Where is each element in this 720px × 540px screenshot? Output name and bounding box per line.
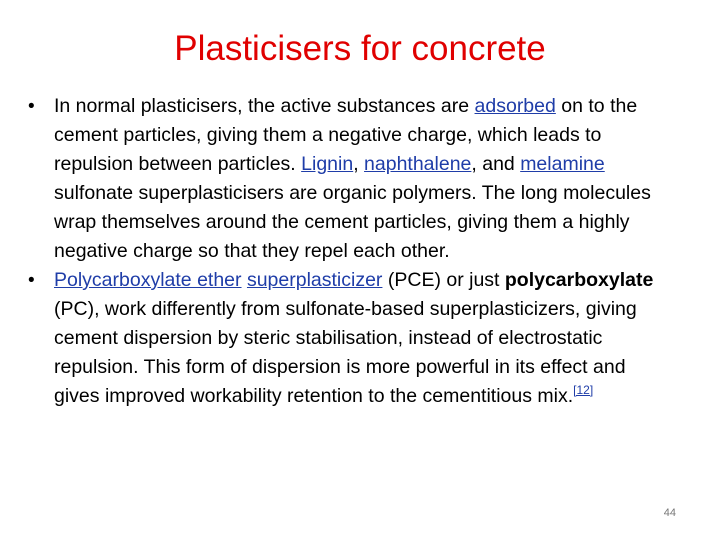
bullet-text: on to the cement particles, giving them a negative charge, which leads to repulsion between particles. <box>54 95 638 175</box>
bullet-text: sulfonate superplasticisers are organic polymers. The long molecules wrap themselves around the cement particles, giving them a highly negative charge so that they repel each other. <box>54 182 651 262</box>
bullet-text: , and <box>471 153 521 175</box>
bullet-text: , <box>353 153 365 175</box>
slide-title: Plasticisers for concrete <box>174 29 546 68</box>
bullet-text: (PCE) or just <box>382 269 505 291</box>
bullet-list <box>28 92 668 411</box>
link-adsorbed[interactable]: adsorbed <box>474 95 556 117</box>
bullet-item-normal-plasticisers <box>28 92 668 266</box>
link-superplasticizer[interactable]: superplasticizer <box>246 269 383 291</box>
link-melamine[interactable]: melamine <box>520 153 605 175</box>
bullet-text: (PC), work differently from sulfonate-based superplasticizers, giving cement dispersion by steric stabilisation, instead of electrostatic repulsion. This form of dispersion is more powerful in its effect and gives improved workability retention to the cementitious mix. <box>54 298 637 407</box>
citation-link[interactable]: [12] <box>573 383 594 397</box>
bullet-item-polycarboxylate <box>28 266 668 411</box>
bullet-text: In normal plasticisers, the active substances are <box>54 95 475 117</box>
page-number: 44 <box>663 507 676 519</box>
link-lignin[interactable]: Lignin <box>301 153 354 175</box>
bold-term-polycarboxylate: polycarboxylate <box>504 269 654 291</box>
link-polycarboxylate-ether[interactable]: Polycarboxylate ether <box>54 269 242 291</box>
link-naphthalene[interactable]: naphthalene <box>364 153 472 175</box>
